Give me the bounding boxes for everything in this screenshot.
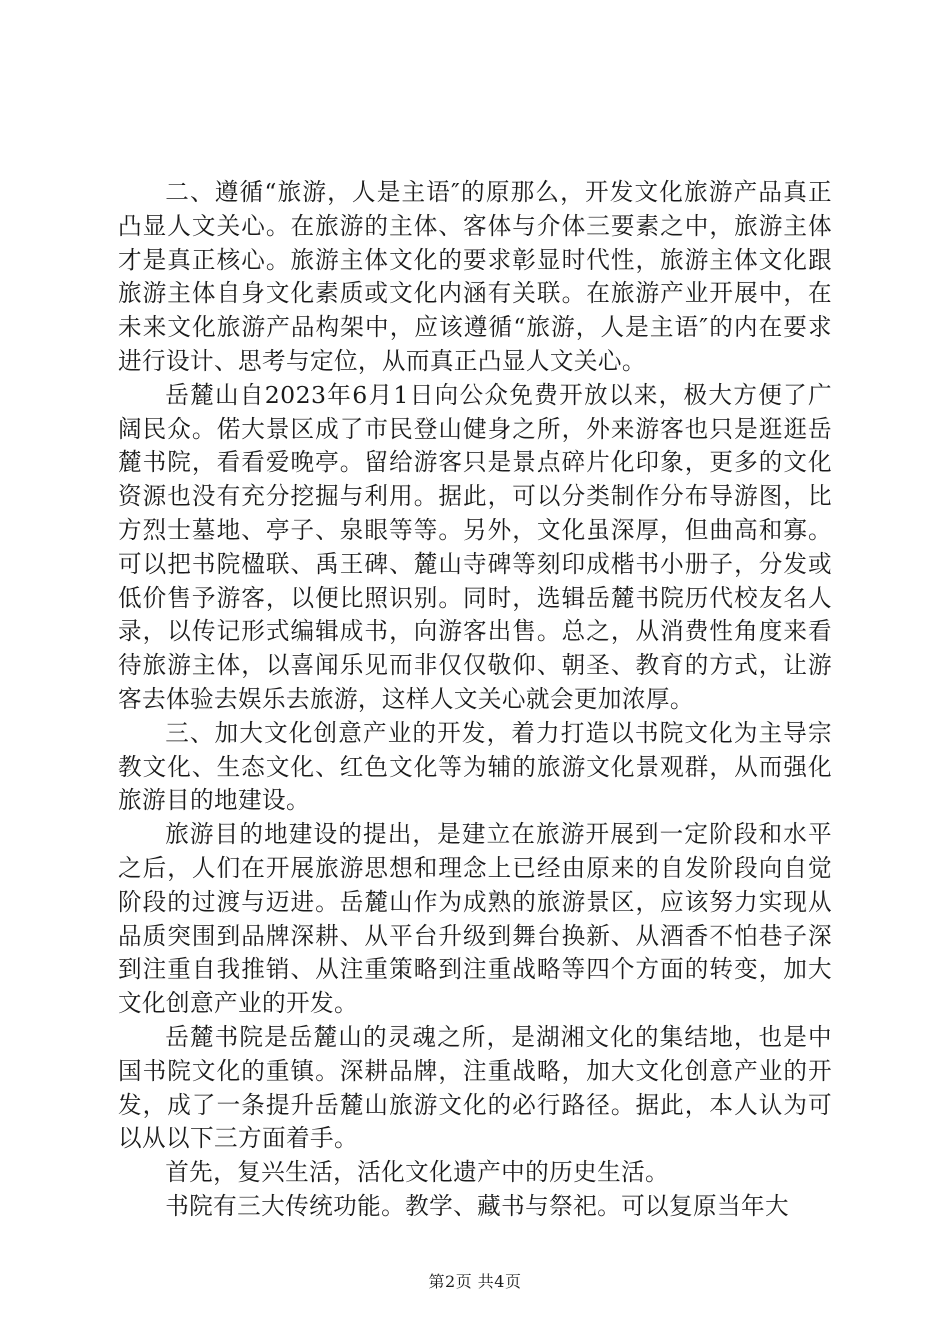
- paragraph-principle-two: 二、遵循“旅游，人是主语″的原那么，开发文化旅游产品真正凸显人文关心。在旅游的主体、客体与介体三要素之中，旅游主体才是真正核心。旅游主体文化的要求彰显时代性，旅游主体文化跟旅游主体自身文化素质或文化内涵有关联。在旅游产业开展中，在未来文化旅游产品构架中，应该遵循“旅游，人是主语″的内在要求进行设计、思考与定位，从而真正凸显人文关心。: [118, 178, 832, 375]
- document-body: [118, 176, 832, 1224]
- paragraph-destination-construction: 旅游目的地建设的提出，是建立在旅游开展到一定阶段和水平之后，人们在开展旅游思想和理念上已经由原来的自发阶段向自觉阶段的过渡与迈进。岳麓山作为成熟的旅游景区，应该努力实现从品质突围到品牌深耕、从平台升级到舞台换新、从酒香不怕巷子深到注重自我推销、从注重策略到注重战略等四个方面的转变，加大文化创意产业的开发。: [118, 820, 832, 1018]
- page-number: 第2页 共4页: [428, 1272, 522, 1291]
- paragraph-first-revival: 首先，复兴生活，活化文化遗产中的历史生活。: [165, 1158, 670, 1187]
- paragraph-principle-three: 三、加大文化创意产业的开发，着力打造以书院文化为主导宗教文化、生态文化、红色文化等为辅的旅游文化景观群，从而强化旅游目的地建设。: [118, 718, 832, 815]
- paragraph-yuelu-academy: 岳麓书院是岳麓山的灵魂之所，是湖湘文化的集结地，也是中国书院文化的重镇。深耕品牌，注重战略，加大文化创意产业的开发，成了一条提升岳麓山旅游文化的必行路径。据此，本人认为可以从以下三方面着手。: [118, 1022, 832, 1153]
- paragraph-yuelu-mountain: 岳麓山自2023年6月1日向公众免费开放以来，极大方便了广阔民众。偌大景区成了市民登山健身之所，外来游客也只是逛逛岳麓书院，看看爱晚亭。留给游客只是景点碎片化印象，更多的文化资源也没有充分挖掘与利用。据此，可以分类制作分布导游图，比方烈士墓地、亭子、泉眼等等。另外，文化虽深厚，但曲高和寡。可以把书院楹联、禹王碑、麓山寺碑等刻印成楷书小册子，分发或低价售予游客，以便比照识别。同时，选辑岳麓书院历代校友名人录，以传记形式编辑成书，向游客出售。总之，从消费性角度来看待旅游主体，以喜闻乐见而非仅仅敬仰、朝圣、教育的方式，让游客去体验去娱乐去旅游，这样人文关心就会更加浓厚。: [118, 380, 832, 713]
- paragraph-academy-functions: 书院有三大传统功能。教学、藏书与祭祀。可以复原当年大: [165, 1191, 790, 1220]
